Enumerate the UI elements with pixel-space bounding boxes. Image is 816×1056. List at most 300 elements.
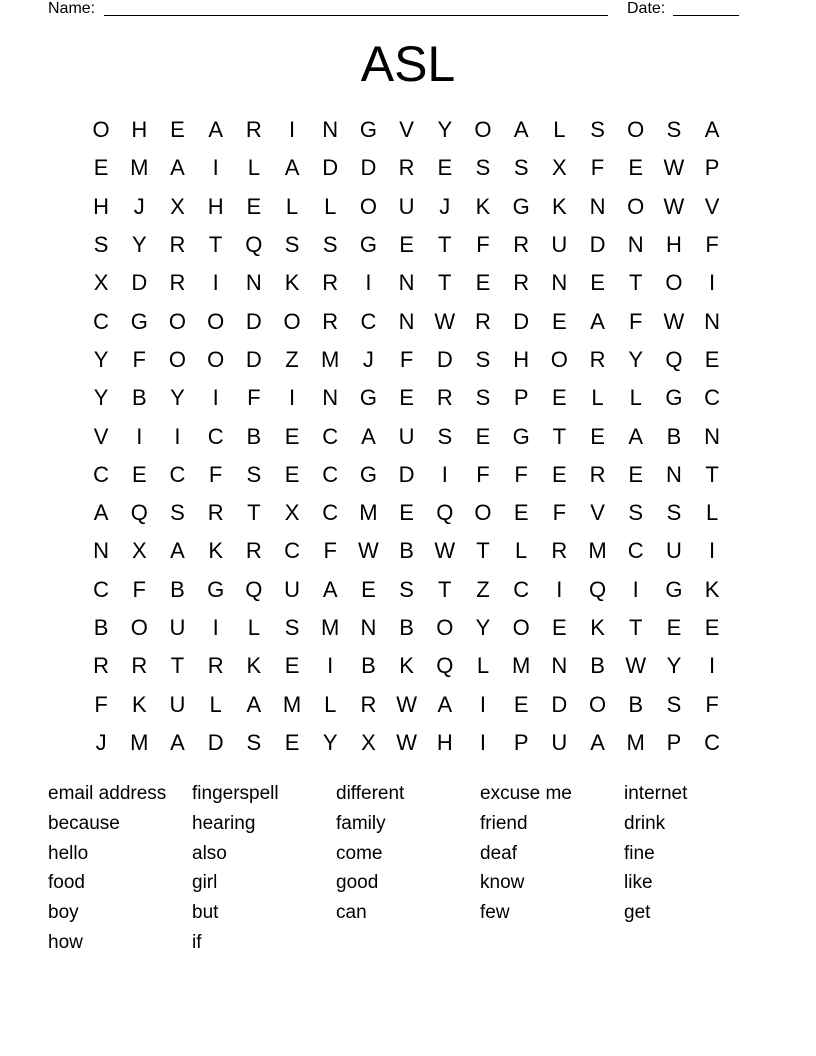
grid-letter: A <box>513 117 529 143</box>
grid-letter: B <box>590 653 605 679</box>
word-list-item: email address <box>48 783 167 804</box>
grid-letter: E <box>513 691 529 717</box>
grid-letter: A <box>170 729 185 755</box>
grid-letter: B <box>170 576 185 602</box>
grid-letter: S <box>666 117 682 143</box>
grid-letter: C <box>627 538 644 564</box>
grid-letter: Q <box>130 500 148 526</box>
grid-letter: R <box>322 270 339 296</box>
grid-letter: C <box>322 461 339 487</box>
grid-letter: C <box>284 538 300 564</box>
word-list-item: like <box>624 872 653 894</box>
grid-letter: N <box>360 615 377 640</box>
grid-row <box>82 685 732 723</box>
grid-letter: H <box>513 346 530 372</box>
grid-letter: E <box>399 385 414 411</box>
grid-letter: Y <box>437 117 453 143</box>
grid-letter: W <box>663 155 685 181</box>
word-list-item: but <box>192 902 219 924</box>
grid-letter: D <box>589 232 606 258</box>
grid-row <box>82 724 732 762</box>
word-list <box>48 779 768 958</box>
grid-letter: M <box>511 653 531 679</box>
grid-letter: K <box>208 538 223 564</box>
word-list-item: different <box>336 783 405 804</box>
grid-letter: R <box>551 538 568 564</box>
word-list-item: internet <box>624 783 688 804</box>
page-title: ASL <box>360 36 456 92</box>
grid-letter: E <box>513 500 529 526</box>
grid-letter: E <box>552 615 567 640</box>
grid-letter: F <box>94 691 108 717</box>
grid-letter: Y <box>131 232 147 258</box>
grid-letter: M <box>359 500 378 526</box>
grid-letter: O <box>207 346 225 372</box>
grid-letter: E <box>284 461 300 487</box>
grid-letter: D <box>207 729 224 755</box>
grid-letter: G <box>130 308 148 334</box>
word-list-item: good <box>336 872 379 894</box>
grid-letter: E <box>628 155 644 181</box>
grid-letter: I <box>709 653 716 679</box>
grid-letter: A <box>628 423 644 449</box>
grid-letter: Q <box>245 576 263 602</box>
grid-letter: D <box>398 461 415 487</box>
grid-letter: O <box>436 615 454 640</box>
grid-letter: O <box>627 193 645 219</box>
grid-letter: L <box>476 653 490 679</box>
grid-letter: R <box>245 538 262 564</box>
grid-letter: Y <box>93 385 109 411</box>
grid-letter: R <box>169 232 186 258</box>
grid-letter: E <box>399 232 414 258</box>
word-list-item: if <box>192 931 202 953</box>
worksheet-header <box>48 0 748 20</box>
grid-row <box>82 188 732 226</box>
grid-letter: I <box>632 576 639 602</box>
grid-letter: N <box>704 423 721 449</box>
grid-letter: N <box>627 232 644 258</box>
grid-letter: E <box>475 270 491 296</box>
grid-letter: E <box>590 423 605 449</box>
grid-letter: E <box>437 155 453 181</box>
grid-letter: I <box>556 576 563 602</box>
grid-letter: Y <box>666 653 682 679</box>
grid-letter: P <box>513 729 529 755</box>
grid-letter: G <box>359 117 377 143</box>
grid-letter: T <box>705 461 719 487</box>
grid-letter: I <box>212 385 219 411</box>
grid-letter: E <box>284 729 300 755</box>
word-list-item: friend <box>480 812 528 834</box>
grid-letter: K <box>131 691 147 717</box>
grid-letter: A <box>284 155 300 181</box>
grid-letter: D <box>551 691 568 717</box>
grid-letter: E <box>93 155 109 181</box>
word-list-item: hello <box>48 842 89 864</box>
word-list-item: because <box>48 812 120 834</box>
grid-letter: U <box>551 232 568 258</box>
grid-letter: B <box>131 385 147 411</box>
grid-letter: P <box>666 729 682 755</box>
grid-letter: M <box>130 729 149 755</box>
grid-letter: J <box>439 193 451 219</box>
grid-letter: I <box>479 691 487 717</box>
grid-letter: Q <box>436 653 454 679</box>
grid-letter: C <box>93 461 110 487</box>
grid-letter: I <box>709 538 716 564</box>
grid-letter: F <box>132 576 146 602</box>
grid-letter: B <box>399 615 414 640</box>
grid-letter: U <box>398 423 415 449</box>
word-list-item: fingerspell <box>192 783 279 804</box>
grid-letter: T <box>552 423 567 449</box>
word-list-item: get <box>624 902 651 924</box>
grid-letter: G <box>512 423 530 449</box>
grid-letter: F <box>705 232 719 258</box>
grid-letter: H <box>436 729 453 755</box>
grid-letter: E <box>131 461 147 487</box>
grid-letter: V <box>399 117 414 143</box>
grid-letter: B <box>246 423 262 449</box>
grid-letter: L <box>705 500 719 526</box>
grid-letter: O <box>283 308 301 334</box>
grid-letter: E <box>246 193 262 219</box>
grid-letter: N <box>551 270 568 296</box>
grid-letter: T <box>170 653 185 679</box>
grid-letter: I <box>174 423 181 449</box>
grid-letter: W <box>434 308 456 334</box>
grid-letter: R <box>436 385 453 411</box>
grid-letter: N <box>704 308 721 334</box>
grid-letter: N <box>93 538 110 564</box>
grid-letter: X <box>93 270 109 296</box>
grid-letter: F <box>476 232 490 258</box>
grid-letter: K <box>246 653 262 679</box>
grid-letter: W <box>663 308 685 334</box>
grid-letter: S <box>322 232 338 258</box>
grid-letter: S <box>399 576 414 602</box>
grid-letter: J <box>362 346 374 372</box>
grid-letter: N <box>551 653 568 679</box>
grid-letter: G <box>359 461 377 487</box>
grid-letter: E <box>704 346 720 372</box>
grid-letter: J <box>133 193 145 219</box>
grid-letter: E <box>284 653 300 679</box>
grid-letter: U <box>169 615 186 640</box>
grid-letter: T <box>628 615 643 640</box>
grid-letter: E <box>284 423 300 449</box>
grid-letter: L <box>324 691 337 717</box>
grid-letter: L <box>324 193 337 219</box>
grid-letter: F <box>132 346 146 372</box>
grid-letter: K <box>399 653 414 679</box>
grid-letter: M <box>321 615 340 640</box>
grid-letter: M <box>321 346 340 372</box>
grid-letter: D <box>131 270 148 296</box>
grid-letter: K <box>704 576 720 602</box>
word-list-item: boy <box>48 902 79 924</box>
grid-letter: C <box>93 308 110 334</box>
grid-row <box>82 494 732 532</box>
name-blank-line[interactable] <box>104 15 608 16</box>
grid-letter: S <box>284 232 300 258</box>
grid-letter: E <box>399 500 414 526</box>
grid-letter: X <box>361 729 376 755</box>
word-list-item: family <box>336 812 386 834</box>
word-list-item: food <box>48 872 85 894</box>
grid-letter: I <box>212 270 219 296</box>
grid-letter: X <box>131 538 147 564</box>
grid-letter: O <box>474 117 492 143</box>
grid-letter: I <box>212 155 219 181</box>
grid-letter: O <box>512 615 530 640</box>
grid-letter: B <box>93 615 109 640</box>
grid-row <box>82 226 732 264</box>
grid-letter: R <box>360 691 377 717</box>
grid-letter: P <box>513 385 529 411</box>
grid-letter: P <box>704 155 720 181</box>
word-list-item: deaf <box>480 842 517 864</box>
grid-letter: S <box>170 500 185 526</box>
grid-letter: B <box>666 423 682 449</box>
grid-letter: T <box>628 270 643 296</box>
grid-letter: G <box>207 576 225 602</box>
grid-letter: Y <box>475 615 491 640</box>
grid-letter: R <box>398 155 415 181</box>
grid-letter: C <box>322 423 339 449</box>
grid-row <box>82 264 732 302</box>
grid-letter: C <box>360 308 377 334</box>
grid-letter: W <box>625 653 647 679</box>
grid-letter: G <box>665 576 683 602</box>
grid-letter: C <box>513 576 530 602</box>
grid-letter: O <box>168 346 187 372</box>
grid-letter: A <box>590 729 605 755</box>
grid-letter: C <box>322 500 339 526</box>
grid-letter: E <box>170 117 185 143</box>
grid-letter: F <box>399 346 414 372</box>
grid-letter: U <box>398 193 415 219</box>
grid-letter: O <box>550 346 568 372</box>
grid-letter: F <box>514 461 528 487</box>
grid-letter: M <box>130 155 149 181</box>
grid-letter: H <box>665 232 682 258</box>
grid-letter: N <box>398 270 415 296</box>
grid-letter: S <box>437 423 453 449</box>
grid-letter: N <box>322 385 339 411</box>
grid-letter: U <box>665 538 682 564</box>
grid-letter: A <box>322 576 338 602</box>
grid-letter: A <box>590 308 605 334</box>
word-list-item: girl <box>192 872 218 894</box>
grid-letter: K <box>284 270 300 296</box>
grid-letter: O <box>665 270 683 296</box>
grid-letter: F <box>628 308 643 334</box>
grid-letter: L <box>247 155 260 181</box>
grid-letter: K <box>475 193 491 219</box>
word-list-item: come <box>336 842 383 864</box>
grid-letter: E <box>552 461 567 487</box>
grid-row <box>82 571 732 609</box>
grid-letter: I <box>365 270 372 296</box>
grid-letter: S <box>628 500 644 526</box>
grid-letter: F <box>208 461 223 487</box>
grid-letter: F <box>323 538 337 564</box>
grid-letter: A <box>704 117 720 143</box>
grid-letter: O <box>168 308 187 334</box>
grid-letter: M <box>588 538 607 564</box>
grid-letter: T <box>438 232 452 258</box>
grid-letter: Y <box>628 346 644 372</box>
letter-grid <box>82 111 732 762</box>
grid-letter: O <box>474 500 492 526</box>
grid-letter: N <box>665 461 682 487</box>
grid-row <box>82 341 732 379</box>
word-list-item: also <box>192 842 227 864</box>
grid-letter: L <box>285 193 299 219</box>
grid-letter: C <box>704 729 721 755</box>
grid-letter: S <box>666 500 682 526</box>
grid-letter: G <box>359 385 377 411</box>
grid-letter: R <box>475 308 491 334</box>
grid-letter: E <box>361 576 376 602</box>
grid-letter: T <box>208 232 223 258</box>
grid-letter: B <box>628 691 644 717</box>
grid-letter: R <box>93 653 110 679</box>
grid-letter: F <box>552 500 567 526</box>
grid-letter: S <box>246 729 262 755</box>
grid-letter: T <box>247 500 261 526</box>
date-blank-line[interactable] <box>673 15 739 16</box>
grid-letter: I <box>441 461 448 487</box>
grid-letter: M <box>282 691 302 717</box>
grid-letter: D <box>322 155 339 181</box>
grid-letter: L <box>629 385 642 411</box>
grid-letter: I <box>327 653 334 679</box>
grid-letter: Y <box>170 385 185 411</box>
grid-letter: T <box>476 538 490 564</box>
grid-letter: D <box>245 308 262 334</box>
grid-letter: D <box>436 346 453 372</box>
date-label: Date: <box>627 0 666 17</box>
grid-letter: Q <box>588 576 607 602</box>
grid-letter: E <box>628 461 644 487</box>
grid-letter: T <box>438 270 452 296</box>
grid-letter: Z <box>476 576 490 602</box>
grid-row <box>82 302 732 340</box>
grid-letter: U <box>169 691 186 717</box>
grid-letter: F <box>247 385 261 411</box>
grid-letter: R <box>322 308 339 334</box>
grid-letter: S <box>590 117 605 143</box>
grid-letter: S <box>93 232 109 258</box>
grid-letter: W <box>434 538 456 564</box>
grid-letter: G <box>665 385 683 411</box>
grid-row <box>82 456 732 494</box>
grid-letter: O <box>130 615 148 640</box>
grid-letter: F <box>705 691 719 717</box>
grid-letter: O <box>92 117 110 143</box>
word-list-item: few <box>480 902 510 924</box>
grid-letter: L <box>515 538 528 564</box>
grid-letter: L <box>553 117 566 143</box>
grid-letter: N <box>398 308 415 334</box>
grid-letter: E <box>666 615 682 640</box>
grid-letter: A <box>246 691 262 717</box>
grid-letter: Y <box>93 346 109 372</box>
grid-letter: R <box>245 117 262 143</box>
word-list-item: hearing <box>192 812 256 834</box>
grid-letter: L <box>247 615 260 640</box>
grid-letter: I <box>288 385 296 411</box>
grid-letter: E <box>552 308 567 334</box>
name-label: Name: <box>48 0 96 17</box>
grid-letter: Z <box>285 346 299 372</box>
grid-letter: W <box>396 691 417 717</box>
grid-letter: S <box>475 385 491 411</box>
grid-letter: Y <box>322 729 338 755</box>
grid-letter: A <box>170 538 185 564</box>
grid-letter: S <box>475 155 491 181</box>
grid-row <box>82 111 732 149</box>
grid-letter: L <box>591 385 604 411</box>
grid-letter: I <box>479 729 487 755</box>
grid-letter: W <box>663 193 685 219</box>
grid-letter: A <box>361 423 376 449</box>
grid-letter: S <box>666 691 682 717</box>
grid-letter: N <box>589 193 606 219</box>
grid-letter: R <box>169 270 186 296</box>
grid-row <box>82 647 732 685</box>
grid-letter: N <box>322 117 339 143</box>
grid-row <box>82 532 732 570</box>
grid-letter: S <box>284 615 300 640</box>
grid-letter: O <box>207 308 225 334</box>
grid-letter: A <box>208 117 223 143</box>
grid-letter: R <box>589 346 606 372</box>
grid-letter: R <box>513 270 530 296</box>
grid-letter: I <box>136 423 143 449</box>
grid-letter: M <box>626 729 645 755</box>
grid-letter: S <box>475 346 491 372</box>
grid-letter: H <box>93 193 110 219</box>
grid-letter: E <box>590 270 605 296</box>
grid-letter: R <box>131 653 148 679</box>
grid-letter: R <box>207 653 224 679</box>
grid-letter: N <box>245 270 262 296</box>
grid-letter: A <box>437 691 453 717</box>
word-list-item: can <box>336 902 367 924</box>
grid-letter: H <box>207 193 224 219</box>
grid-row <box>82 417 732 455</box>
grid-letter: G <box>359 232 377 258</box>
grid-letter: V <box>93 423 109 449</box>
grid-letter: X <box>170 193 185 219</box>
grid-letter: J <box>95 729 107 755</box>
grid-letter: T <box>438 576 452 602</box>
grid-letter: O <box>627 117 645 143</box>
grid-letter: B <box>399 538 414 564</box>
grid-letter: X <box>284 500 300 526</box>
grid-letter: Q <box>245 232 263 258</box>
grid-letter: A <box>93 500 109 526</box>
grid-letter: W <box>396 729 417 755</box>
grid-letter: K <box>552 193 567 219</box>
grid-letter: Q <box>665 346 683 372</box>
grid-letter: R <box>589 461 606 487</box>
grid-letter: S <box>513 155 529 181</box>
